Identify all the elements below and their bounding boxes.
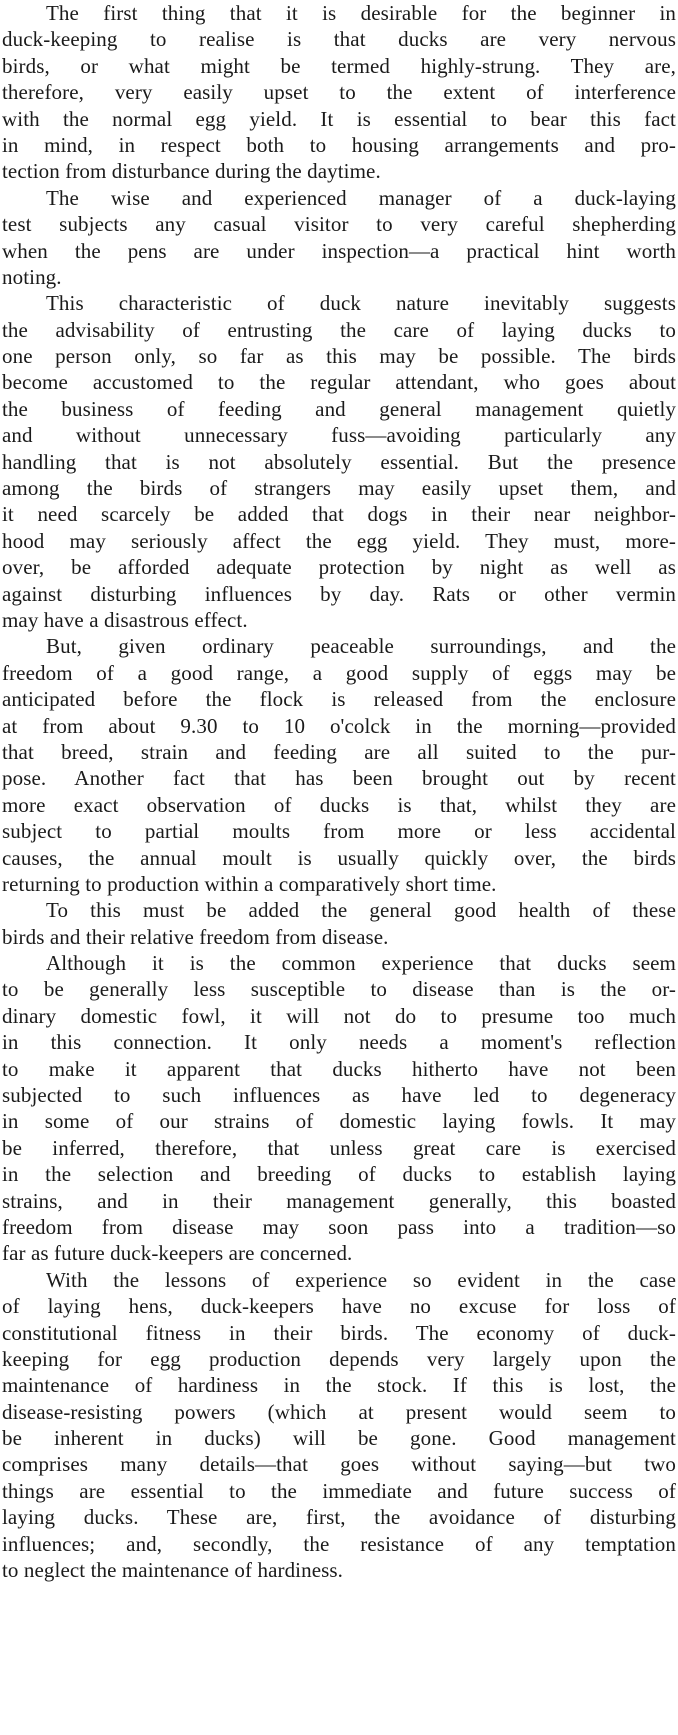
text-line: over, be afforded adequate protection by night as well as bbox=[2, 555, 676, 580]
text-line: noting. bbox=[2, 264, 62, 289]
text-line: influences; and, secondly, the resistance of any temptation bbox=[2, 1531, 676, 1556]
text-line: of laying hens, duck-keepers have no excuse for loss of bbox=[2, 1294, 676, 1319]
text-line: But, given ordinary peaceable surroundings, and the bbox=[46, 634, 676, 659]
text-line: in the selection and breeding of ducks to establish laying bbox=[2, 1162, 676, 1187]
text-line: with the normal egg yield. It is essential to bear this fact bbox=[2, 106, 676, 131]
text-line: be inferred, therefore, that unless great care is exercised bbox=[2, 1135, 676, 1160]
paragraph-2 bbox=[2, 185, 676, 291]
text-line: in this connection. It only needs a moment's reflection bbox=[2, 1030, 676, 1055]
text-line: The wise and experienced manager of a duck-laying bbox=[46, 185, 676, 210]
paragraph-5 bbox=[2, 897, 676, 950]
paragraph-4 bbox=[2, 633, 676, 897]
text-line: laying ducks. These are, first, the avoidance of disturbing bbox=[2, 1505, 676, 1530]
text-line: it need scarcely be added that dogs in their near neighbor- bbox=[2, 502, 676, 527]
text-line: in mind, in respect both to housing arrangements and pro- bbox=[2, 132, 676, 157]
text-line: strains, and in their management generally, this boasted bbox=[2, 1188, 676, 1213]
text-line: The first thing that it is desirable for the beginner in bbox=[46, 1, 676, 25]
paragraph-1 bbox=[2, 0, 676, 185]
text-line: subjected to such influences as have led to degeneracy bbox=[2, 1083, 676, 1108]
text-line: and without unnecessary fuss—avoiding particularly any bbox=[2, 423, 676, 448]
text-line: birds and their relative freedom from disease. bbox=[2, 924, 389, 949]
text-line: Although it is the common experience that ducks seem bbox=[46, 951, 676, 976]
text-line: against disturbing influences by day. Rats or other vermin bbox=[2, 581, 676, 606]
text-line: anticipated before the flock is released from the enclosure bbox=[2, 687, 676, 712]
text-line: disease-resisting powers (which at present would seem to bbox=[2, 1399, 676, 1424]
text-line: causes, the annual moult is usually quickly over, the birds bbox=[2, 845, 676, 870]
text-line: at from about 9.30 to 10 o'colck in the morning—provided bbox=[2, 713, 676, 738]
text-line: comprises many details—that goes without saying—but two bbox=[2, 1452, 676, 1477]
text-line: to be generally less susceptible to disease than is the or- bbox=[2, 977, 676, 1002]
text-line: constitutional fitness in their birds. The economy of duck- bbox=[2, 1320, 676, 1345]
text-line: more exact observation of ducks is that, whilst they are bbox=[2, 792, 676, 817]
text-line: the advisability of entrusting the care of laying ducks to bbox=[2, 317, 676, 342]
text-line: keeping for egg production depends very largely upon the bbox=[2, 1346, 676, 1371]
paragraph-7 bbox=[2, 1267, 676, 1584]
text-line: become accustomed to the regular attendant, who goes about bbox=[2, 370, 676, 395]
text-line: the business of feeding and general management quietly bbox=[2, 396, 676, 421]
text-line: pose. Another fact that has been brought out by recent bbox=[2, 766, 676, 791]
text-line: dinary domestic fowl, it will not do to presume too much bbox=[2, 1003, 676, 1028]
text-line: in some of our strains of domestic laying fowls. It may bbox=[2, 1109, 676, 1134]
text-line: therefore, very easily upset to the extent of interference bbox=[2, 80, 676, 105]
text-line: handling that is not absolutely essential. But the presence bbox=[2, 449, 676, 474]
text-line: tection from disturbance during the daytime. bbox=[2, 159, 381, 184]
text-line: to make it apparent that ducks hitherto have not been bbox=[2, 1056, 676, 1081]
text-line: duck-keeping to realise is that ducks are very nervous bbox=[2, 27, 676, 52]
text-line: This characteristic of duck nature inevitably suggests bbox=[46, 291, 676, 316]
text-line: freedom of a good range, a good supply of eggs may be bbox=[2, 660, 676, 685]
paragraph-3 bbox=[2, 290, 676, 633]
text-line: things are essential to the immediate and future success of bbox=[2, 1478, 676, 1503]
text-line: maintenance of hardiness in the stock. If this is lost, the bbox=[2, 1373, 676, 1398]
text-line: To this must be added the general good health of these bbox=[46, 898, 676, 923]
text-line: birds, or what might be termed highly-strung. They are, bbox=[2, 53, 676, 78]
text-line: far as future duck-keepers are concerned. bbox=[2, 1241, 353, 1266]
text-line: be inherent in ducks) will be gone. Good management bbox=[2, 1426, 676, 1451]
text-line: hood may seriously affect the egg yield. They must, more- bbox=[2, 528, 676, 553]
text-line: when the pens are under inspection—a practical hint worth bbox=[2, 238, 676, 263]
text-line: may have a disastrous effect. bbox=[2, 607, 248, 632]
text-line: test subjects any casual visitor to very careful shepherding bbox=[2, 212, 676, 237]
text-line: With the lessons of experience so evident in the case bbox=[46, 1267, 676, 1292]
article-column bbox=[2, 0, 676, 1583]
text-line: freedom from disease may soon pass into a tradition—so bbox=[2, 1214, 676, 1239]
text-line: subject to partial moults from more or less accidental bbox=[2, 819, 676, 844]
text-line: among the birds of strangers may easily upset them, and bbox=[2, 476, 676, 501]
paragraph-6 bbox=[2, 950, 676, 1267]
text-line: one person only, so far as this may be possible. The birds bbox=[2, 344, 676, 369]
text-line: to neglect the maintenance of hardiness. bbox=[2, 1558, 344, 1583]
text-line: that breed, strain and feeding are all suited to the pur- bbox=[2, 739, 676, 764]
text-line: returning to production within a comparatively short time. bbox=[2, 871, 497, 896]
